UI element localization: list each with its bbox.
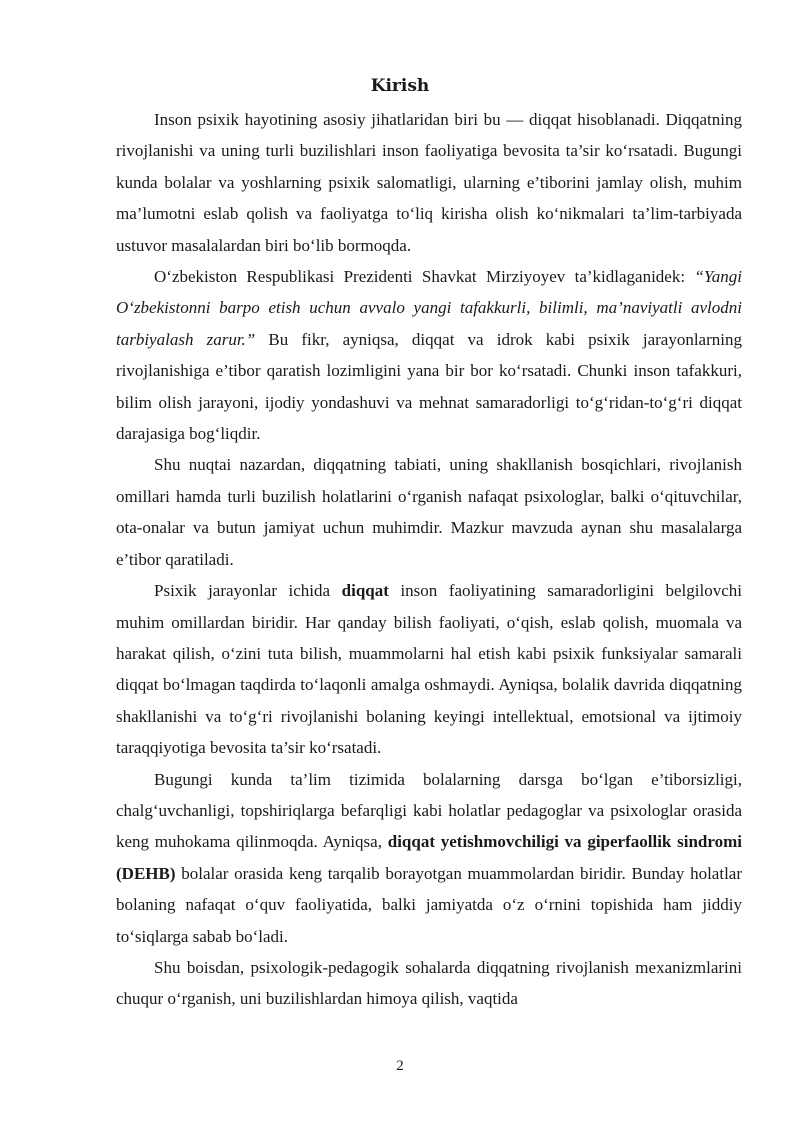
paragraph-text: Inson psixik hayotining asosiy jihatlaridan biri bu — diqqat hisoblanadi. Diqqatning rivojlanishi va uning turli buzilishlari inson faoliyatiga bevosita ta’sir ko‘rsatadi. Bugungi kunda bolalar va yoshlarning psixik salomatligi, ularning e’tiborini jamlay olish, muhim ma’lumotni eslab qolish va faoliyatga to‘liq kirisha olish ko‘nikmalari ta’lim-tarbiyada ustuvor masalalardan biri bo‘lib bormoqda.	[116, 110, 742, 255]
paragraph-text: Shu boisdan, psixologik-pedagogik sohalarda diqqatning rivojlanish mexanizmlarini chuqur o‘rganish, uni buzilishlardan himoya qilish, vaqtida	[116, 957, 742, 1009]
body-text	[116, 104, 742, 1015]
paragraph-text: O‘zbekiston Respublikasi Prezidenti Shavkat Mirziyoyev ta’kidlaganidek:	[154, 267, 695, 287]
president-quote: “Yangi O‘zbekistonni barpo etish uchun avvalo yangi tafakkurli, bilimli, ma’naviyatli avlodni tarbiyalash zarur.”	[116, 267, 742, 349]
paragraph-text: Bu fikr, ayniqsa, diqqat va idrok kabi psixik jarayonlarning rivojlanishiga e’tibor qaratish lozimligini yana bir bor ko‘rsatadi. Chunki inson tafakkuri, bilim olish jarayoni, ijodiy yondashuvi va mehnat samaradorligi to‘g‘ridan-to‘g‘ri diqqat darajasiga bog‘liqdir.	[116, 329, 742, 444]
paragraph-3	[116, 449, 742, 575]
paragraph-4	[116, 575, 742, 763]
page-number: 2	[396, 1058, 404, 1074]
paragraph-5	[116, 764, 742, 952]
paragraph-2	[116, 261, 742, 449]
paragraph-6	[116, 952, 742, 1015]
emphasis-term: diqqat	[341, 581, 389, 601]
section-heading: Kirish	[370, 76, 430, 96]
paragraph-text: Shu nuqtai nazardan, diqqatning tabiati, uning shakllanish bosqichlari, rivojlanish omillari hamda turli buzilish holatlarini o‘rganish nafaqat psixologlar, balki o‘qituvchilar, ota-onalar va butun jamiyat uchun muhimdir. Mazkur mavzuda aynan shu masalalarga e’tibor qaratiladi.	[116, 455, 742, 569]
paragraph-1	[116, 104, 742, 261]
paragraph-text: inson faoliyatining samaradorligini belgilovchi muhim omillardan biridir. Har qanday bilish faoliyati, o‘qish, eslab qolish, muomala va harakat qilish, o‘zini tuta bilish, muammolarni hal etish kabi psixik funksiyalar samarali diqqat bo‘lmagan taqdirda to‘laqonli amalga oshmaydi. Ayniqsa, bolalik davrida diqqatning shakllanishi va to‘g‘ri rivojlanishi bolaning keyingi intellektual, emotsional va ijtimoiy taraqqiyotiga bevosita ta’sir ko‘rsatadi.	[116, 581, 742, 758]
paragraph-text: bolalar orasida keng tarqalib borayotgan muammolardan biridir. Bunday holatlar bolaning nafaqat o‘quv faoliyatida, balki jamiyatda o‘z o‘rnini topishida ham jiddiy to‘siqlarga sabab bo‘ladi.	[116, 863, 742, 946]
paragraph-text: Bugungi kunda ta’lim tizimida bolalarning darsga bo‘lgan e’tiborsizligi, chalg‘uvchanligi, topshiriqlarga befarqligi kabi holatlar pedagoglar va psixologlar orasida keng muhokama qilinmoqda. Ayniqsa,	[116, 769, 742, 852]
paragraph-text: Psixik jarayonlar ichida	[154, 581, 342, 601]
emphasis-term: diqqat yetishmovchiligi va giperfaollik sindromi (DEHB)	[116, 832, 742, 883]
